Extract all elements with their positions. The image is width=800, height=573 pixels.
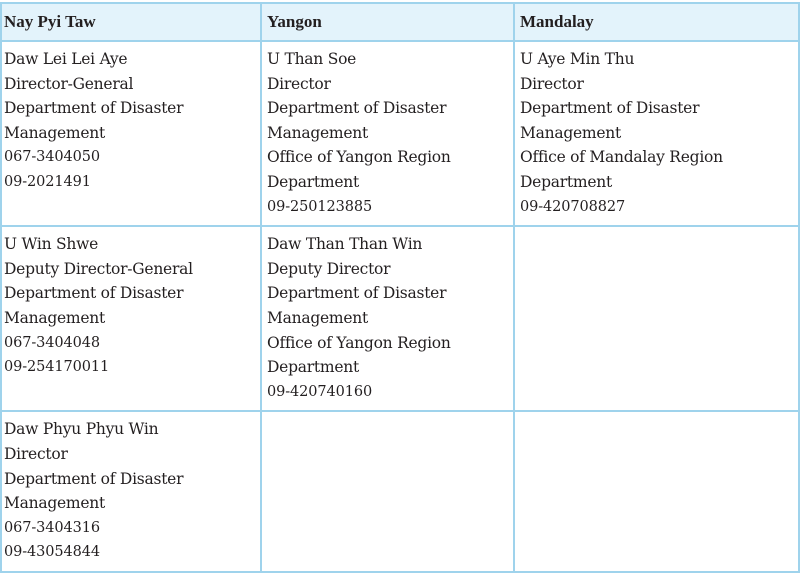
contact-title: Director [267,74,331,93]
contact-name: Daw Than Than Win [267,235,423,254]
table-row [1,411,799,572]
contact-department-line: Department of Disaster [267,99,447,118]
contact-phone: 09-254170011 [4,359,110,376]
contact-name: Daw Phyu Phyu Win [4,420,159,439]
table-row [1,226,799,411]
contact-department-line: Management [267,308,369,327]
contacts-table [0,2,800,573]
contact-department-line: Office of Yangon Region [267,148,451,167]
contact-department-line: Management [4,123,106,142]
header-nay-pyi-taw: Nay Pyi Taw [1,3,261,41]
contact-name: U Aye Min Thu [520,50,635,68]
contact-title: Director [520,74,584,93]
contact-department-line: Department of Disaster [4,99,184,118]
contact-name: Daw Lei Lei Aye [4,50,128,68]
contact-department-line: Management [4,308,106,327]
contact-phone: 067-3404316 [4,519,101,536]
contact-title: Deputy Director-General [4,259,193,278]
contact-department-line: Office of Mandalay Region [520,148,723,167]
contact-title: Director-General [4,74,134,93]
contact-department-line: Department of Disaster [520,99,700,118]
contact-phone: 09-420708827 [520,198,626,215]
contact-phone: 067-3404050 [4,149,101,166]
contact-department-line: Department of Disaster [267,284,447,303]
contact-department-line: Management [267,123,369,142]
contact-department-line: Management [4,494,106,513]
contact-department-line: Department of Disaster [4,469,184,488]
contact-name: U Win Shwe [4,235,99,254]
empty-cell [261,411,514,572]
contact-cell [261,226,514,411]
header-row [1,3,799,41]
header-mandalay: Mandalay [514,3,799,41]
contact-phone: 09-43054844 [4,544,101,561]
contact-cell [1,411,261,572]
contact-department-line: Office of Yangon Region [267,333,451,352]
contact-phone: 09-250123885 [267,198,373,215]
header-yangon: Yangon [261,3,514,41]
contact-department-line: Management [520,123,622,142]
contact-department-line: Department [267,358,359,377]
contact-title: Deputy Director [267,259,391,278]
empty-cell [514,411,799,572]
contact-name: U Than Soe [267,50,357,68]
contact-cell [1,41,261,226]
contact-cell [261,41,514,226]
contact-phone: 09-2021491 [4,173,91,190]
contact-department-line: Department [267,172,359,191]
contact-phone: 09-420740160 [267,383,373,400]
contact-cell [1,226,261,411]
table-row [1,41,799,226]
contact-cell [514,41,799,226]
contact-title: Director [4,444,68,463]
contact-phone: 067-3404048 [4,334,101,351]
contact-department-line: Department of Disaster [4,284,184,303]
contact-department-line: Department [520,172,612,191]
empty-cell [514,226,799,411]
